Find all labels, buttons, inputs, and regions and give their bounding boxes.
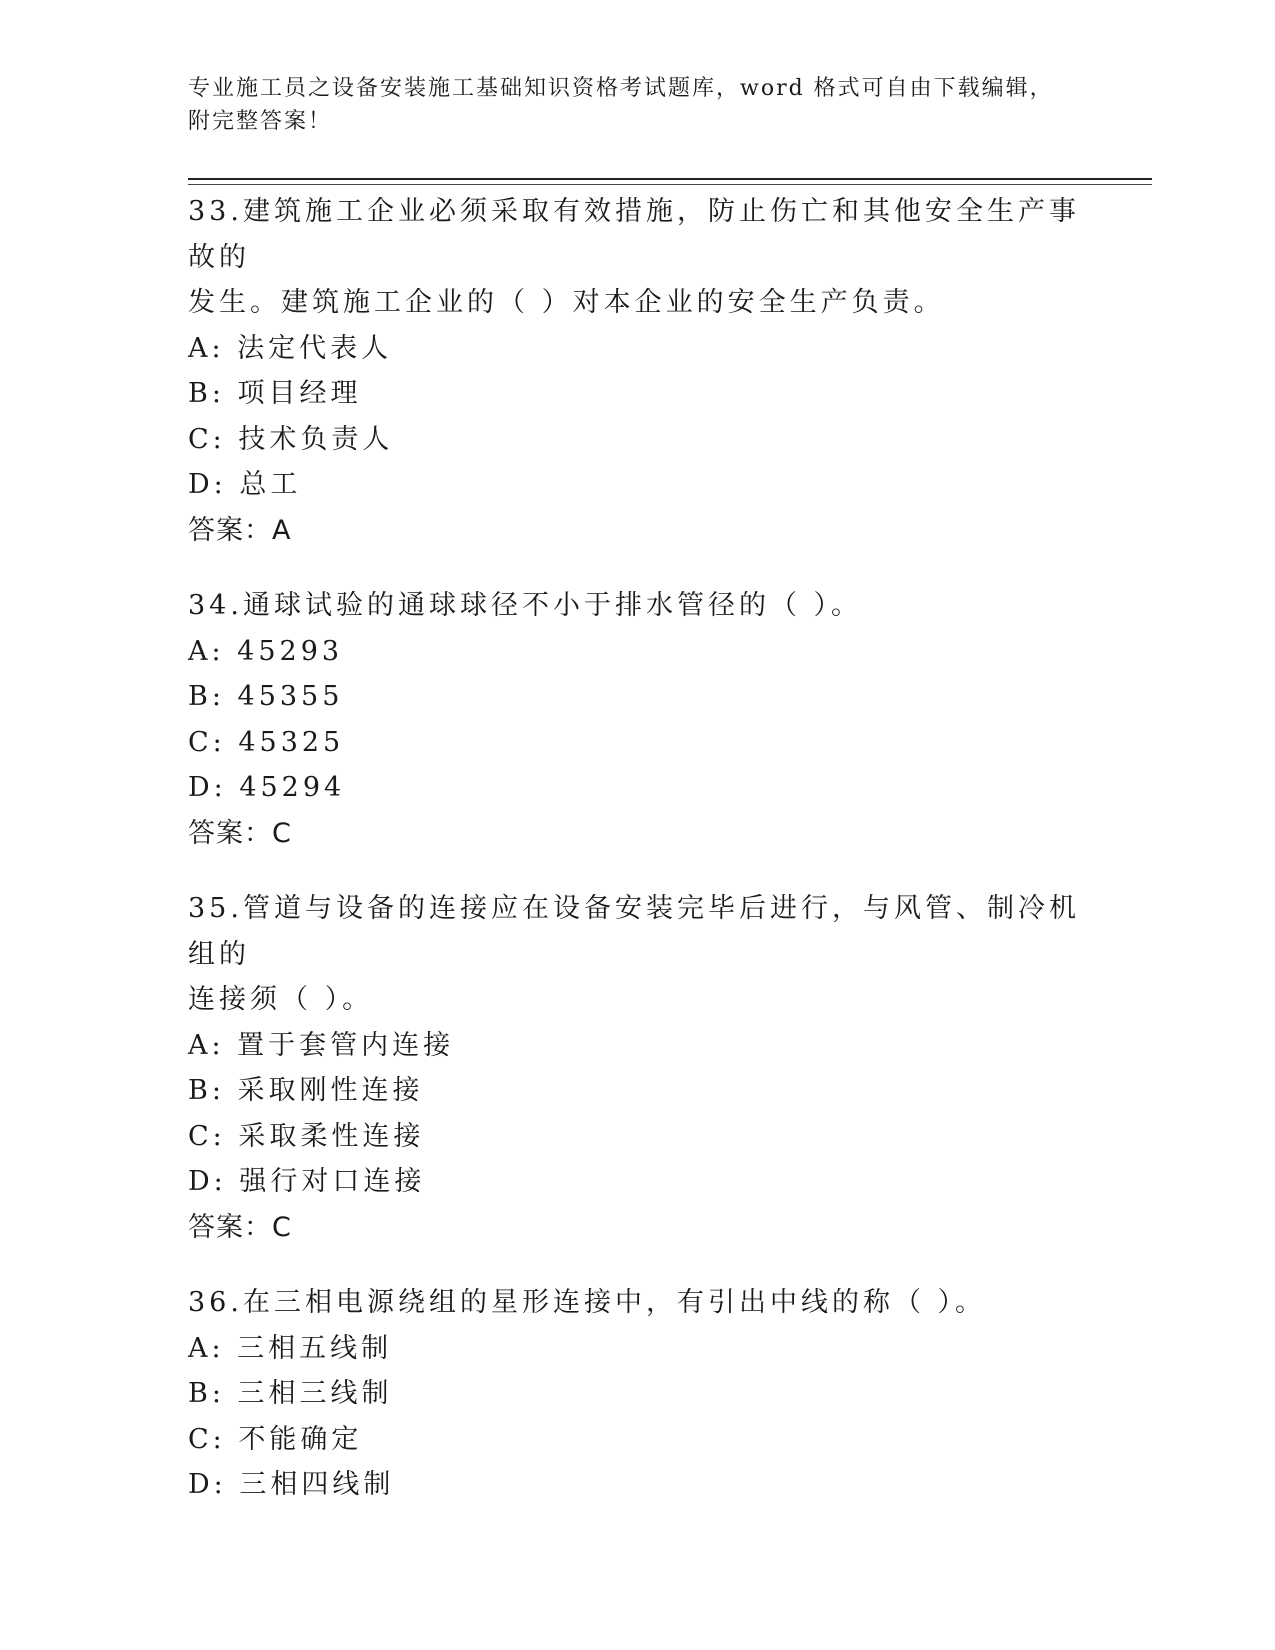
answer-line: 答案：C — [188, 817, 292, 849]
question-text-line-1: 36.在三相电源绕组的星形连接中，有引出中线的称（ ）。 — [188, 1287, 987, 1318]
question-33 — [188, 189, 1108, 553]
option-a: A: 法定代表人 — [188, 332, 393, 364]
question-list — [188, 189, 1108, 1538]
question-35 — [188, 886, 1108, 1250]
option-c: C: 采取柔性连接 — [188, 1120, 425, 1152]
document-header — [188, 72, 1088, 138]
option-c: C: 45325 — [188, 726, 345, 758]
option-b: B: 采取刚性连接 — [188, 1075, 424, 1106]
option-b: B: 45355 — [188, 681, 344, 712]
option-a: A: 45293 — [188, 635, 344, 667]
option-c: C: 不能确定 — [188, 1423, 363, 1455]
question-text-line-1: 35.管道与设备的连接应在设备安装完毕后进行，与风管、制冷机组的 — [188, 893, 1080, 970]
question-text-line-1: 34.通球试验的通球球径不小于排水管径的（ ）。 — [188, 590, 863, 621]
answer-line: 答案：A — [188, 514, 292, 546]
option-c: C: 技术负责人 — [188, 423, 394, 455]
question-34 — [188, 583, 1108, 856]
option-a: A: 三相五线制 — [188, 1332, 393, 1364]
option-d: D: 强行对口连接 — [188, 1166, 426, 1197]
header-divider-thin — [188, 184, 1152, 185]
header-line-2: 附完整答案！ — [188, 109, 333, 134]
option-a: A: 置于套管内连接 — [188, 1029, 455, 1061]
question-36 — [188, 1280, 1108, 1508]
question-text-line-2: 连接须（ ）。 — [188, 984, 374, 1015]
header-line-1: 专业施工员之设备安装施工基础知识资格考试题库，word 格式可自由下载编辑， — [188, 76, 1054, 101]
option-d: D: 三相四线制 — [188, 1469, 395, 1500]
answer-line: 答案：C — [188, 1211, 292, 1243]
option-d: D: 45294 — [188, 772, 346, 803]
question-text-line-1: 33.建筑施工企业必须采取有效措施，防止伤亡和其他安全生产事故的 — [188, 196, 1080, 273]
option-b: B: 项目经理 — [188, 378, 362, 409]
question-text-line-2: 发生。建筑施工企业的（ ）对本企业的安全生产负责。 — [188, 287, 945, 318]
header-divider-thick — [188, 178, 1152, 180]
option-b: B: 三相三线制 — [188, 1378, 393, 1409]
option-d: D: 总工 — [188, 469, 302, 500]
